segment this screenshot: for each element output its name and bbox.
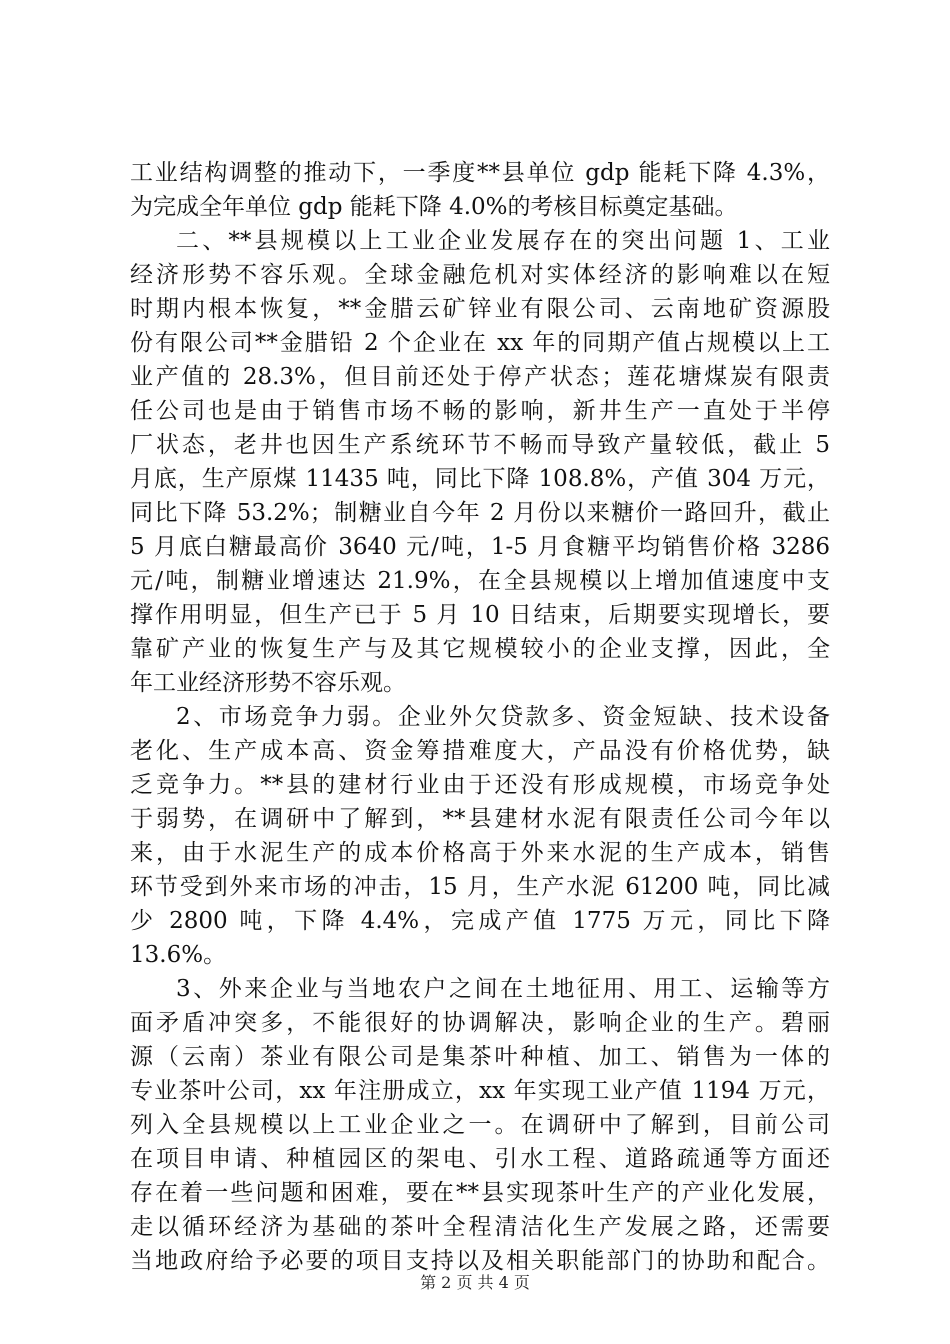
text-line: 月底，生产原煤 11435 吨，同比下降 108.8%，产值 304 万元， [130,466,830,492]
paragraph-start-line: 3、外来企业与当地农户之间在土地征用、用工、运输等方 [176,976,830,1002]
text-line: 同比下降 53.2%；制糖业自今年 2 月份以来糖价一路回升，截止 [130,500,830,526]
text-line: 来，由于水泥生产的成本价格高于外来水泥的生产成本，销售 [130,840,830,866]
text-line: 列入全县规模以上工业企业之一。在调研中了解到，目前公司 [130,1112,830,1138]
text-line: 份有限公司**金腊铅 2 个企业在 xx 年的同期产值占规模以上工 [130,330,830,356]
text-line: 乏竞争力。**县的建材行业由于还没有形成规模，市场竞争处 [130,772,830,798]
text-line: 专业茶叶公司，xx 年注册成立，xx 年实现工业产值 1194 万元， [130,1078,830,1104]
text-line: 撑作用明显，但生产已于 5 月 10 日结束，后期要实现增长，要 [130,602,830,628]
text-line: 面矛盾冲突多，不能很好的协调解决，影响企业的生产。碧丽 [130,1010,830,1036]
paragraph-start-line: 2、市场竞争力弱。企业外欠贷款多、资金短缺、技术设备 [176,704,830,730]
text-line: 于弱势，在调研中了解到，**县建材水泥有限责任公司今年以 [130,806,830,832]
text-line: 存在着一些问题和困难，要在**县实现茶叶生产的产业化发展， [130,1180,830,1206]
text-line: 在项目申请、种植园区的架电、引水工程、道路疏通等方面还 [130,1146,830,1172]
text-line: 时期内根本恢复，**金腊云矿锌业有限公司、云南地矿资源股 [130,296,830,322]
text-line: 源（云南）茶业有限公司是集茶叶种植、加工、销售为一体的 [130,1044,830,1070]
text-line: 业产值的 28.3%，但目前还处于停产状态；莲花塘煤炭有限责 [130,364,830,390]
section-heading-line: 二、**县规模以上工业企业发展存在的突出问题 1、工业 [176,228,830,254]
text-line: 元/吨，制糖业增速达 21.9%，在全县规模以上增加值速度中支 [130,568,830,594]
text-line: 13.6%。 [130,942,227,968]
document-body [130,156,830,1278]
text-line: 当地政府给予必要的项目支持以及相关职能部门的协助和配合。 [130,1248,830,1274]
text-line: 老化、生产成本高、资金筹措难度大，产品没有价格优势，缺 [130,738,830,764]
text-line: 靠矿产业的恢复生产与及其它规模较小的企业支撑，因此，全 [130,636,830,662]
page-number-footer: 第 2 页 共 4 页 [420,1273,530,1292]
text-line: 5 月底白糖最高价 3640 元/吨，1-5 月食糖平均销售价格 3286 [130,534,830,560]
text-line: 年工业经济形势不容乐观。 [130,670,406,696]
text-line: 厂状态，老井也因生产系统环节不畅而导致产量较低，截止 5 [130,432,830,458]
text-line: 环节受到外来市场的冲击，15 月，生产水泥 61200 吨，同比减 [130,874,830,900]
text-line: 经济形势不容乐观。全球金融危机对实体经济的影响难以在短 [130,262,830,288]
text-line: 少 2800 吨，下降 4.4%，完成产值 1775 万元，同比下降 [130,908,830,934]
text-line: 走以循环经济为基础的茶叶全程清洁化生产发展之路，还需要 [130,1214,830,1240]
text-line: 任公司也是由于销售市场不畅的影响，新井生产一直处于半停 [130,398,830,424]
text-line: 工业结构调整的推动下，一季度**县单位 gdp 能耗下降 4.3%， [130,160,830,186]
text-line: 为完成全年单位 gdp 能耗下降 4.0%的考核目标奠定基础。 [130,194,738,220]
